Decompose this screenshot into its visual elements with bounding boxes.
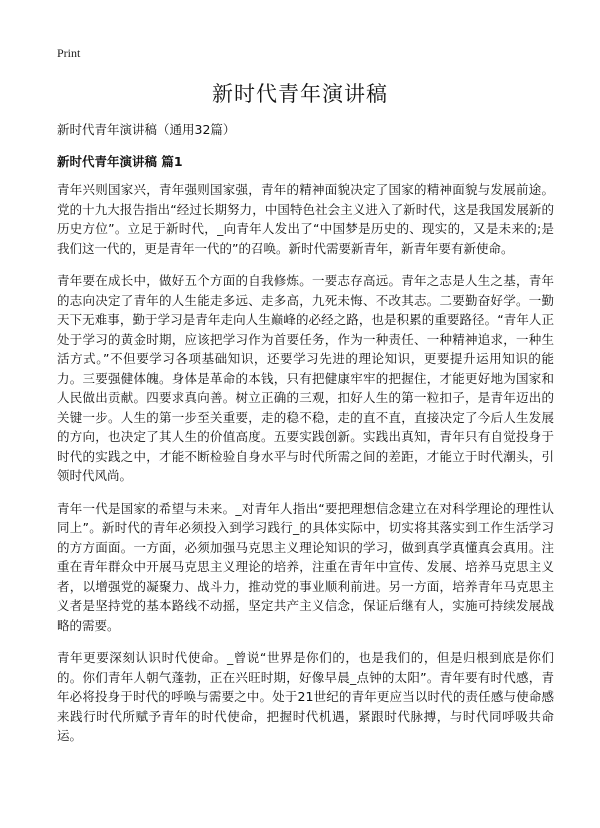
print-link[interactable]: Print — [57, 46, 81, 60]
paragraph-4: 青年更要深刻认识时代使命。_曾说“世界是你们的，也是我们的，但是归根到底是你们的。你们青年人朝气蓬勃，正在兴旺时期，好像早晨_点钟的太阳”。青年要有时代感，青年必将投身于时代的呼唤与需要之中。处于21世纪的青年更应当以时代的责任感与使命感来践行时代所赋予青年的时代使命，把握时代机遇，紧跟时代脉搏，与时代同呼吸共命运。 — [57, 650, 554, 743]
document-subtitle: 新时代青年演讲稿（通用32篇） — [57, 122, 236, 137]
paragraph-3: 青年一代是国家的希望与未来。_对青年人指出“要把理想信念建立在对科学理论的理性认同上”。新时代的青年必须投入到学习践行_的具体实际中，切实将其落实到工作生活学习的方方面面。一方面，必须加强马克思主义理论知识的学习，做到真学真懂真会真用。注重在青年群众中开展马克思主义理论的培养，注重在青年中宣传、发展、培养马克思主义者，以增强党的凝聚力、战斗力，推动党的事业顺利前进。另一方面，培养青年马克思主义者是坚持党的基本路线不动摇，坚定共产主义信念，保证后继有人，实施可持续发展战略的需要。 — [57, 500, 554, 633]
paragraph-2: 青年要在成长中，做好五个方面的自我修炼。一要志存高远。青年之志是人生之基，青年的志向决定了青年的人生能走多远、走多高，九死未悔、不改其志。二要勤奋好学。一勤天下无难事，勤于学习是青年走向人生巅峰的必经之路，也是积累的重要路径。“青年人正处于学习的黄金时期，应该把学习作为首要任务，作为一种责任、一种精神追求，一种生活方式。”不但要学习各项基础知识，还要学习先进的理论知识，更要提升运用知识的能力。三要强健体魄。身体是革命的本钱，只有把健康牢牢的把握住，才能更好地为国家和人民做出贡献。四要求真向善。树立正确的三观，扣好人生的第一粒扣子，是青年迈出的关键一步。人生的第一步至关重要，走的稳不稳，走的直不直，直接决定了今后人生发展的方向，也决定了其人生的价值高度。五要实践创新。实践出真知，青年只有自觉投身于时代的实践之中，才能不断检验自身水平与时代所需之间的差距，才能立于时代潮头，引领时代风尚。 — [57, 273, 554, 483]
page-title: 新时代青年演讲稿 — [212, 82, 388, 106]
paragraph-1: 青年兴则国家兴，青年强则国家强，青年的精神面貌决定了国家的精神面貌与发展前途。党的十九大报告指出“经过长期努力，中国特色社会主义进入了新时代，这是我国发展新的历史方位”。立足于新时代，_向青年人发出了“中国梦是历史的、现实的，又是未来的;是我们这一代的，更是青年一代的”的召唤。新时代需要新青年，新青年要有新使命。 — [57, 182, 554, 256]
article-body — [57, 180, 554, 759]
section-heading: 新时代青年演讲稿 篇1 — [57, 154, 183, 169]
